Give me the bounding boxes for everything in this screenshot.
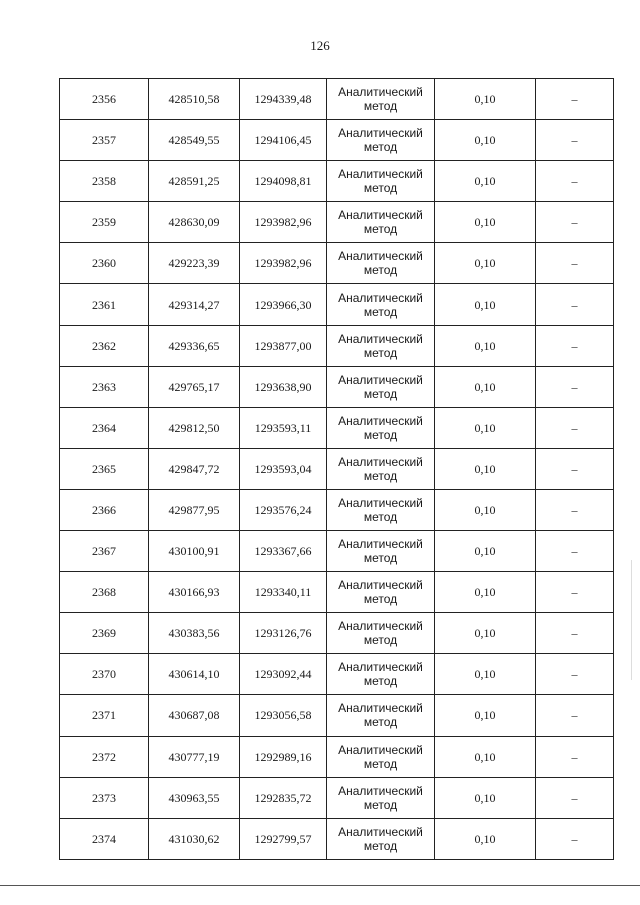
method-line-2: метод [363, 797, 398, 812]
method-line-2: метод [363, 304, 398, 319]
x-coordinate-cell: 430614,10 [149, 654, 240, 695]
x-coordinate-cell: 428630,09 [149, 202, 240, 243]
method-cell [327, 818, 435, 859]
method-line-2: метод [363, 838, 398, 853]
point-number-cell: 2363 [60, 366, 149, 407]
method-cell [327, 613, 435, 654]
accuracy-cell: 0,10 [435, 489, 536, 530]
y-coordinate-cell: 1292799,57 [240, 818, 327, 859]
method-line-2: метод [363, 674, 398, 689]
point-number-cell: 2366 [60, 489, 149, 530]
point-number-cell: 2364 [60, 407, 149, 448]
method-line-1: Аналитический [338, 413, 423, 428]
method-line-2: метод [363, 263, 398, 278]
method-line-2: метод [363, 715, 398, 730]
y-coordinate-cell: 1294106,45 [240, 120, 327, 161]
accuracy-cell: 0,10 [435, 448, 536, 489]
x-coordinate-cell: 428591,25 [149, 161, 240, 202]
y-coordinate-cell: 1293126,76 [240, 613, 327, 654]
point-number-cell: 2365 [60, 448, 149, 489]
y-coordinate-cell: 1292835,72 [240, 777, 327, 818]
extra-cell: – [536, 818, 614, 859]
point-number-cell: 2360 [60, 243, 149, 284]
x-coordinate-cell: 429877,95 [149, 489, 240, 530]
table-row [60, 695, 614, 736]
method-line-2: метод [363, 468, 398, 483]
table-row [60, 613, 614, 654]
y-coordinate-cell: 1293056,58 [240, 695, 327, 736]
method-line-2: метод [363, 756, 398, 771]
table-row [60, 243, 614, 284]
extra-cell: – [536, 120, 614, 161]
coordinates-table [59, 78, 614, 860]
method-cell [327, 531, 435, 572]
x-coordinate-cell: 430687,08 [149, 695, 240, 736]
method-line-2: метод [363, 427, 398, 442]
extra-cell: – [536, 325, 614, 366]
accuracy-cell: 0,10 [435, 736, 536, 777]
accuracy-cell: 0,10 [435, 654, 536, 695]
x-coordinate-cell: 431030,62 [149, 818, 240, 859]
x-coordinate-cell: 430100,91 [149, 531, 240, 572]
table-row [60, 531, 614, 572]
point-number-cell: 2374 [60, 818, 149, 859]
accuracy-cell: 0,10 [435, 366, 536, 407]
page-number: 126 [310, 38, 330, 53]
method-cell [327, 736, 435, 777]
extra-cell: – [536, 736, 614, 777]
method-line-1: Аналитический [338, 824, 423, 839]
accuracy-cell: 0,10 [435, 284, 536, 325]
scan-edge-line [0, 885, 640, 886]
x-coordinate-cell: 429847,72 [149, 448, 240, 489]
point-number-cell: 2356 [60, 79, 149, 120]
accuracy-cell: 0,10 [435, 120, 536, 161]
accuracy-cell: 0,10 [435, 325, 536, 366]
accuracy-cell: 0,10 [435, 79, 536, 120]
table-row [60, 284, 614, 325]
extra-cell: – [536, 572, 614, 613]
method-cell [327, 79, 435, 120]
x-coordinate-cell: 429765,17 [149, 366, 240, 407]
table-row [60, 161, 614, 202]
extra-cell: – [536, 695, 614, 736]
method-cell [327, 161, 435, 202]
extra-cell: – [536, 243, 614, 284]
extra-cell: – [536, 654, 614, 695]
point-number-cell: 2358 [60, 161, 149, 202]
method-line-2: метод [363, 592, 398, 607]
method-line-1: Аналитический [338, 126, 423, 141]
x-coordinate-cell: 430383,56 [149, 613, 240, 654]
method-cell [327, 695, 435, 736]
point-number-cell: 2367 [60, 531, 149, 572]
method-cell [327, 243, 435, 284]
y-coordinate-cell: 1293877,00 [240, 325, 327, 366]
method-line-1: Аналитический [338, 372, 423, 387]
table-row [60, 120, 614, 161]
method-line-1: Аналитический [338, 537, 423, 552]
method-cell [327, 572, 435, 613]
accuracy-cell: 0,10 [435, 613, 536, 654]
point-number-cell: 2369 [60, 613, 149, 654]
method-cell [327, 366, 435, 407]
y-coordinate-cell: 1292989,16 [240, 736, 327, 777]
method-cell [327, 489, 435, 530]
extra-cell: – [536, 366, 614, 407]
table-row [60, 654, 614, 695]
scan-edge-shadow [631, 560, 632, 680]
method-line-2: метод [363, 140, 398, 155]
extra-cell: – [536, 202, 614, 243]
point-number-cell: 2370 [60, 654, 149, 695]
method-line-1: Аналитический [338, 742, 423, 757]
accuracy-cell: 0,10 [435, 202, 536, 243]
y-coordinate-cell: 1293593,11 [240, 407, 327, 448]
method-line-2: метод [363, 633, 398, 648]
method-line-1: Аналитический [338, 495, 423, 510]
point-number-cell: 2372 [60, 736, 149, 777]
table-row [60, 325, 614, 366]
y-coordinate-cell: 1294098,81 [240, 161, 327, 202]
point-number-cell: 2368 [60, 572, 149, 613]
method-line-1: Аналитический [338, 701, 423, 716]
accuracy-cell: 0,10 [435, 531, 536, 572]
accuracy-cell: 0,10 [435, 243, 536, 284]
table-row [60, 489, 614, 530]
point-number-cell: 2359 [60, 202, 149, 243]
method-line-1: Аналитический [338, 619, 423, 634]
method-line-1: Аналитический [338, 331, 423, 346]
y-coordinate-cell: 1293340,11 [240, 572, 327, 613]
x-coordinate-cell: 429812,50 [149, 407, 240, 448]
method-line-1: Аналитический [338, 454, 423, 469]
method-line-2: метод [363, 181, 398, 196]
x-coordinate-cell: 430963,55 [149, 777, 240, 818]
method-line-2: метод [363, 99, 398, 114]
point-number-cell: 2357 [60, 120, 149, 161]
method-line-1: Аналитический [338, 783, 423, 798]
x-coordinate-cell: 430166,93 [149, 572, 240, 613]
extra-cell: – [536, 284, 614, 325]
x-coordinate-cell: 430777,19 [149, 736, 240, 777]
method-line-2: метод [363, 509, 398, 524]
method-cell [327, 120, 435, 161]
method-line-1: Аналитический [338, 660, 423, 675]
table-row [60, 366, 614, 407]
method-line-1: Аналитический [338, 167, 423, 182]
accuracy-cell: 0,10 [435, 572, 536, 613]
point-number-cell: 2361 [60, 284, 149, 325]
method-cell [327, 284, 435, 325]
point-number-cell: 2362 [60, 325, 149, 366]
table-row [60, 777, 614, 818]
method-line-1: Аналитический [338, 290, 423, 305]
extra-cell: – [536, 407, 614, 448]
method-line-2: метод [363, 345, 398, 360]
x-coordinate-cell: 428510,58 [149, 79, 240, 120]
y-coordinate-cell: 1294339,48 [240, 79, 327, 120]
table-row [60, 736, 614, 777]
accuracy-cell: 0,10 [435, 161, 536, 202]
table-row [60, 202, 614, 243]
x-coordinate-cell: 428549,55 [149, 120, 240, 161]
method-cell [327, 448, 435, 489]
y-coordinate-cell: 1293982,96 [240, 202, 327, 243]
method-cell [327, 654, 435, 695]
table-row [60, 572, 614, 613]
table-row [60, 79, 614, 120]
accuracy-cell: 0,10 [435, 407, 536, 448]
x-coordinate-cell: 429314,27 [149, 284, 240, 325]
table-row [60, 448, 614, 489]
method-cell [327, 202, 435, 243]
extra-cell: – [536, 448, 614, 489]
y-coordinate-cell: 1293092,44 [240, 654, 327, 695]
accuracy-cell: 0,10 [435, 695, 536, 736]
table-row [60, 818, 614, 859]
extra-cell: – [536, 613, 614, 654]
extra-cell: – [536, 489, 614, 530]
y-coordinate-cell: 1293966,30 [240, 284, 327, 325]
method-line-1: Аналитический [338, 208, 423, 223]
point-number-cell: 2371 [60, 695, 149, 736]
point-number-cell: 2373 [60, 777, 149, 818]
y-coordinate-cell: 1293982,96 [240, 243, 327, 284]
accuracy-cell: 0,10 [435, 777, 536, 818]
method-line-2: метод [363, 222, 398, 237]
extra-cell: – [536, 79, 614, 120]
method-cell [327, 777, 435, 818]
table-row [60, 407, 614, 448]
method-line-1: Аналитический [338, 249, 423, 264]
method-cell [327, 325, 435, 366]
extra-cell: – [536, 531, 614, 572]
extra-cell: – [536, 161, 614, 202]
method-cell [327, 407, 435, 448]
x-coordinate-cell: 429223,39 [149, 243, 240, 284]
method-line-1: Аналитический [338, 85, 423, 100]
coordinates-table-body [60, 79, 614, 860]
accuracy-cell: 0,10 [435, 818, 536, 859]
x-coordinate-cell: 429336,65 [149, 325, 240, 366]
y-coordinate-cell: 1293367,66 [240, 531, 327, 572]
method-line-1: Аналитический [338, 578, 423, 593]
y-coordinate-cell: 1293638,90 [240, 366, 327, 407]
y-coordinate-cell: 1293593,04 [240, 448, 327, 489]
y-coordinate-cell: 1293576,24 [240, 489, 327, 530]
method-line-2: метод [363, 551, 398, 566]
extra-cell: – [536, 777, 614, 818]
method-line-2: метод [363, 386, 398, 401]
